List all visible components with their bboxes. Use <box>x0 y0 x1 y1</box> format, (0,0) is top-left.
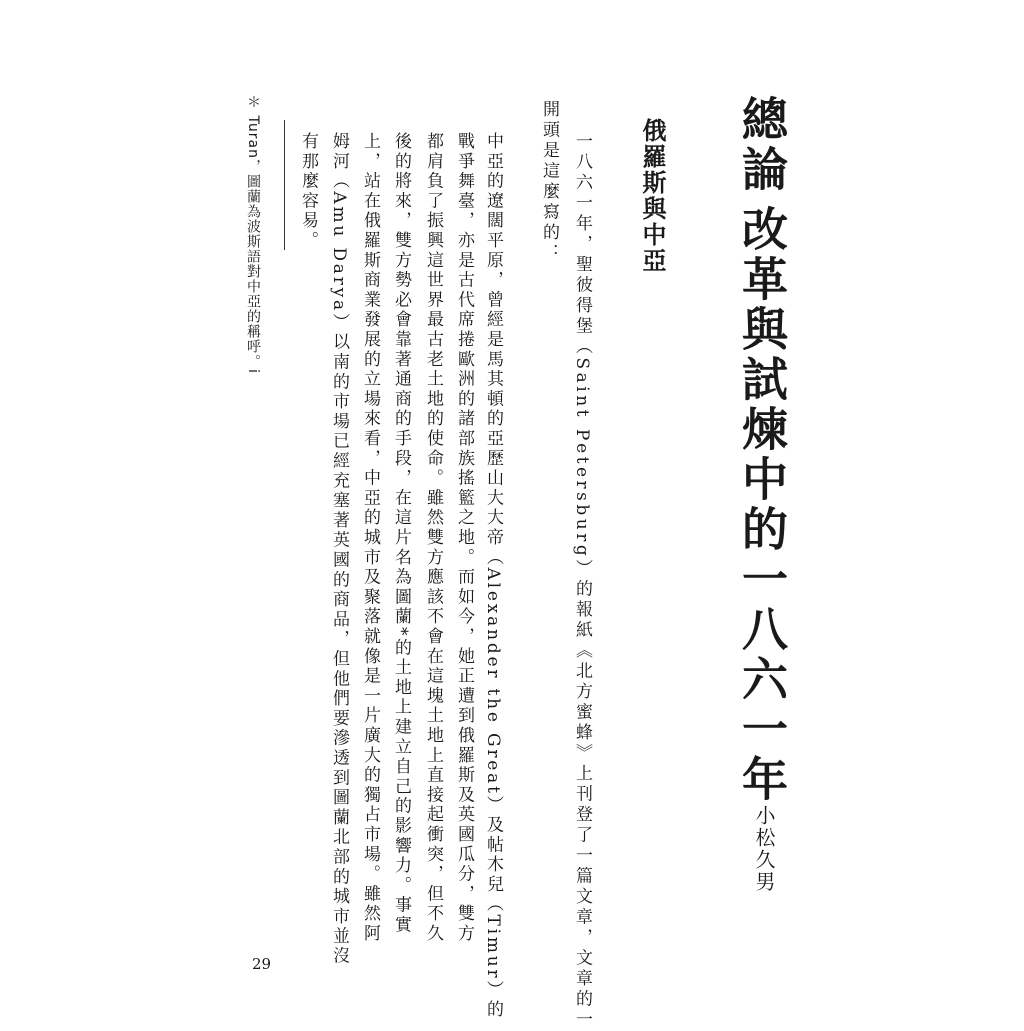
quote-line-1: 中亞的遼闊平原，曾經是馬其頓的亞歷山大大帝（Alexander the Great）及帖木兒（Timur）的 <box>483 132 503 1021</box>
quote-line-5: 上，站在俄羅斯商業發展的立場來看，中亞的城市及聚落就像是一片廣大的獨占市場。雖然阿 <box>360 132 380 944</box>
footnote-divider <box>284 120 285 250</box>
quote-line-6: 姆河（Amu Darya）以南的市場已經充塞著英國的商品，但他們要滲透到圖蘭北部的城市並沒 <box>329 132 349 967</box>
quote-line-4: 後的將來，雙方勢必會靠著通商的手段，在這片名為圖蘭*的土地上建立自己的影響力。事實 <box>391 132 411 936</box>
chapter-title-prefix: 總論 <box>735 95 789 195</box>
footnote: ＊ Turan，圖蘭為波斯語對中亞的稱呼。i <box>245 95 261 374</box>
author-name: 小松久男 <box>752 805 776 893</box>
body-line-2: 開頭是這麼寫的： <box>539 100 559 264</box>
quote-line-2: 戰爭舞臺，亦是古代席捲歐洲的諸部族搖籃之地。而如今，她正遭到俄羅斯及英國瓜分，雙方 <box>454 132 474 944</box>
chapter-title: 改革與試煉中的一八六一年 <box>735 205 789 805</box>
section-heading: 俄羅斯與中亞 <box>638 118 667 274</box>
body-line-1: 一八六一年，聖彼得堡（Saint Petersburg）的報紙《北方蜜蜂》上刊登了一篇文章，文章的一 <box>572 132 592 1031</box>
quote-line-3: 都肩負了振興這世界最古老土地的使命。雖然雙方應該不會在這塊土地上直接起衝突，但不久 <box>423 132 443 944</box>
page-number: 29 <box>252 955 272 973</box>
quote-line-7: 有那麼容易。 <box>298 132 318 251</box>
